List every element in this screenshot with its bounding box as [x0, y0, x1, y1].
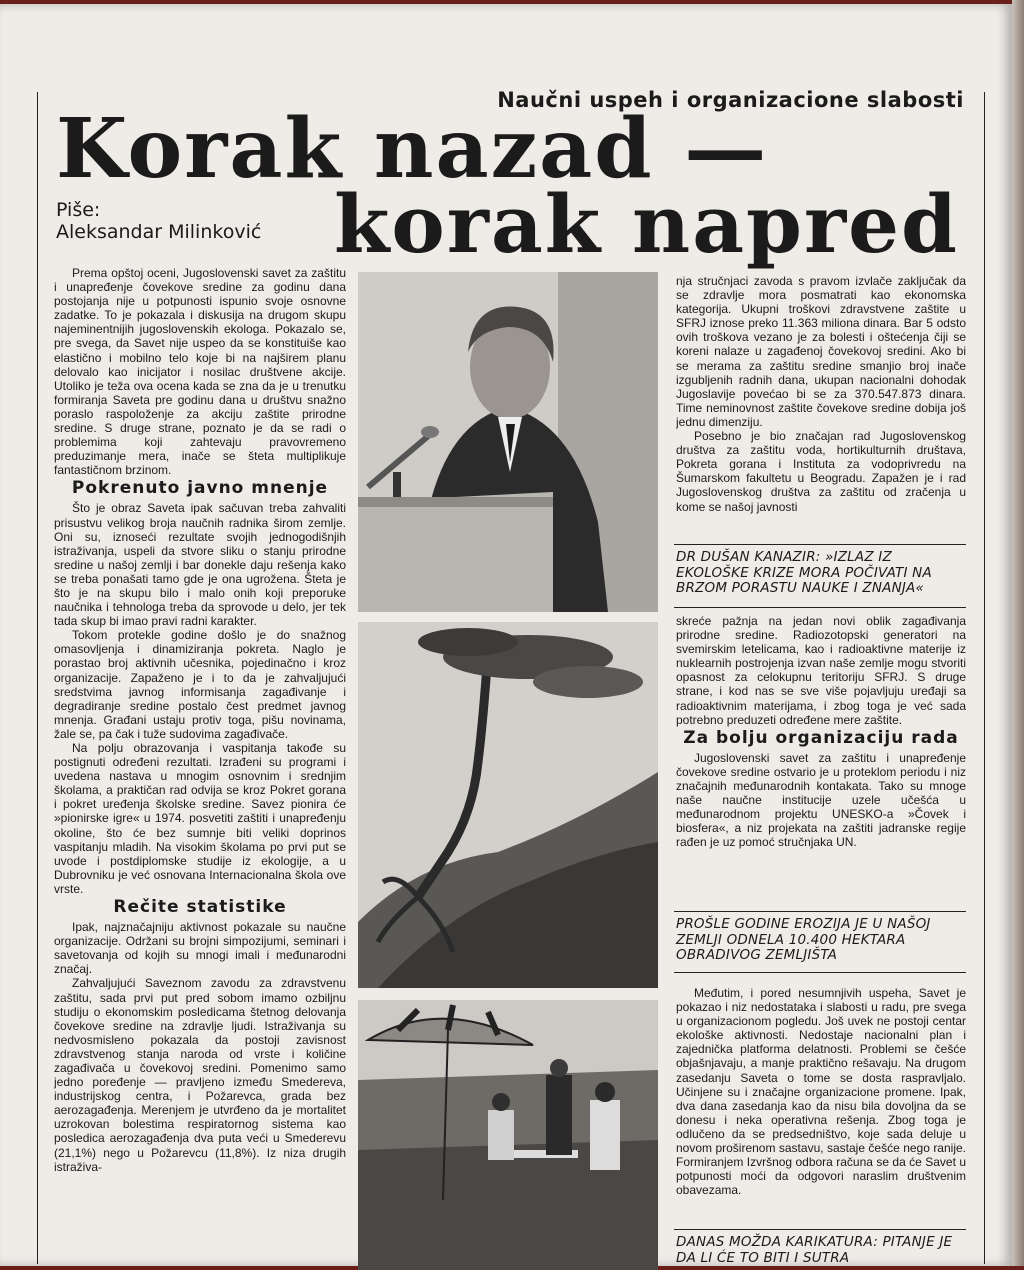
paragraph: Tokom protekle godine došlo je do snažnog omasovljenja i dinamiziranja pokreta. Naglo je porastao broj aktivnih učesnika, pojedinačno i kroz organizacije. Zapaženo je i to da je zahvaljujući sredstvima javnog informisanja zagađivanje i degradiranje sredine postalo čest predmet javnog mnenja. Građani ustaju protiv toga, pišu novinama, žale se, pa čak i tuže sudovima zagađivače.	[54, 628, 346, 741]
paragraph: nja stručnjaci zavoda s pravom izvlače zaključak da se zdravlje mora posmatrati kao ekonomska kategorija. Ukupni troškovi zdravstvene zaštite u SFRJ iznose preko 11.363 miliona dinara. Bar 5 odsto ovih troškova vezano je za bolesti i oštećenja čiji se koreni nalaze u zagađenoj čovekovoj sredini. Ako bi se merama za zaštitu sredine smanjio broj inače izgubljenih radnih dana, ukupan nacionalni dohodak Jugoslavije povećao bi se za 370.547.873 dinara. Time neminovnost zaštite čovekove sredine dobija još jednu dimenziju.	[676, 274, 966, 429]
paragraph: Prema opštoj oceni, Jugoslovenski savet za zaštitu i unapređenje čovekove sredine za godinu dana postojanja nije u potpunosti ispunio svoje osnovne zadatke. To je pokazala i diskusija na drugom skupu najeminentnijih jugoslovenskih ekologa. Pokazalo se, pre svega, da Savet nije uspeo da se konstituiše kao elastično i mobilno telo koje bi na najširem planu delovalo kao inicijator i nosilac društvene akcije. Utoliko je teža ova ocena kada se zna da je u trenutku formiranja Saveta pre godinu dana u društvu snažno poraslo raspoloženje za akciju zaštite prirodne sredine. S druge strane, poznato je da se radi o problemima koji zahtevaju pravovremeno preduzimanje mera, inače se šteta multiplikuje fantastičnom brzinom.	[54, 266, 346, 478]
headline-line-1: Korak nazad —	[56, 101, 769, 197]
paragraph: Zahvaljujući Saveznom zavodu za zdravstvenu zaštitu, sada prvi put pred sobom imamo ozbiljnu studiju o ekonomskim posledicama štetnog delovanja čovekove sredine na zdravlje ljudi. Istraživanja su nedvosmisleno pokazala da postoji zavisnost zdravstvenog stanja naroda od vrste i količine zagađivača u čovekovoj sredini. Pomenimo samo jedno poređenje — pravljeno između Smedereva, industrijskog centra, i Požarevca, grada bez aerozagađenja. Merenjem je utvrđeno da je mortalitet uzrokovan bolestima respiratornog sistema kao posledica aerozagađenja dva puta veći u Smederevu (21,1%) nego u Požarevcu (11,8%). Iz niza drugih istraživa-	[54, 976, 346, 1174]
tree-photo	[358, 622, 658, 988]
left-text-column	[54, 266, 346, 1266]
paragraph: Što je obraz Saveta ipak sačuvan treba zahvaliti prisustvu velikog broja naučnih radnika širom zemlje. Oni su, iznoseći rezultate svojih jednogodišnjih istraživanja, uspeli da stvore sliku o stanju prirodne sredine u našoj zemlji i bar donekle daju rešenja kako se treba ponašati tamo gde je ona ugrožena. Šteta je što je na skupu bilo i malo onih koji preporuke naučnika i tehnologa treba da sprovode u delo, jer tek tada skup bi imao pravi radni karakter.	[54, 501, 346, 629]
paragraph: Posebno je bio značajan rad Jugoslovenskog društva za zaštitu voda, hortikulturnih društava, Pokreta gorana i Instituta za vodoprivredu na Šumarskom fakultetu u Beogradu. Zapažen je i rad Jugoslovenskog društva za zaštitu od zračenja u kome se našoj javnosti	[676, 429, 966, 514]
byline	[56, 200, 261, 244]
subheading-za-bolju: Za bolju organizaciju rada	[683, 727, 959, 748]
byline-label: Piše:	[56, 199, 101, 221]
pull-quote-erozija: PROŠLE GODINE EROZIJA JE U NAŠOJ ZEMLJI ODNELA 10.400 HEKTARA OBRADIVOG ZEMLJIŠTA	[674, 911, 966, 973]
right-column-rule	[984, 92, 985, 1264]
pull-quote-kanazir: DR DUŠAN KANAZIR: »IZLAZ IZ EKOLOŠKE KRIZE MORA POČIVATI NA BRZOM PORASTU NAUKE I ZNANJA«	[674, 544, 966, 608]
subheading-recite: Rečite statistike	[113, 897, 287, 918]
right-text-column-bottom	[676, 986, 966, 1226]
photo-caption: DANAS MOŽDA KARIKATURA: PITANJE JE DA LI ĆE TO BITI I SUTRA	[674, 1229, 966, 1269]
speaker-photo	[358, 272, 658, 612]
paragraph: Jugoslovenski savet za zaštitu i unapređenje čovekove sredine ostvario je u proteklom periodu i niz značajnih međunarodnih kontakata. Tako su mnoge naše naučne institucije uzele učešća u međunarodnom projektu UNESKO-a »Čovek i biosfera«, a niz projekata na zaštiti jadranske regije rađen je uz pomoć stručnjaka UN.	[676, 750, 966, 850]
picnic-on-garbage-photo	[358, 1000, 658, 1270]
subheading-pokrenuto: Pokrenuto javno mnenje	[71, 478, 329, 499]
paragraph: Ipak, najznačajniju aktivnost pokazale su naučne organizacije. Održani su brojni simpozijumi, seminari i savetovanja od kojih su mnogi imali i međunarodni značaj.	[54, 920, 346, 977]
right-text-column-top	[676, 274, 966, 532]
right-text-column-middle	[676, 614, 966, 898]
page-spine	[1012, 0, 1024, 1266]
paragraph: Međutim, i pored nesumnjivih uspeha, Savet je pokazao i niz nedostataka i slabosti u radu, pre svega u organizacionom pogledu. Još uvek ne postoji centar ekološke aktivnosti. Nedostaje nacionalni plan i zajednička platforma delatnosti. Problemi se češće objašnjavaju, a manje praktično rešavaju. Na drugom zasedanju Saveta o tome se dosta raspravljalo. Učinjene su i značajne organizacione promene. Ipak, dva dana zasedanja kao da nisu bila dovoljna da se donesu i neka operativna rešenja. Zbog toga je odlučeno da se predsedništvo, koje sada deluje u novom proširenom sastavu, sastaje češće nego ranije. Formiranjem Izvršnog odbora računa se da će Savet u potpunosti moći da odgovori naraslim društvenim obavezama.	[676, 986, 966, 1198]
left-column-rule	[37, 92, 38, 1264]
headline-line-2: korak napred	[334, 177, 959, 271]
paragraph: Na polju obrazovanja i vaspitanja takođe su postignuti određeni rezultati. Izrađeni su programi i uvedena nastava u mnogim osnovnim i srednjim školama, a praktičan rad odvija se kroz Pokret gorana i pokret uređenja školske sredine. Savez pionira će »pionirske igre« u 1974. posvetiti zaštiti i unapređenju okoline, što će bez sumnje biti veliki doprinos vaspitanju mladih. Na visokim školama po prvi put se uvode i postdiplomske studije iz ekologije, a u Dubrovniku je već osnovana Internacionalna škola ove vrste.	[54, 741, 346, 896]
paragraph: skreće pažnja na jedan novi oblik zagađivanja prirodne sredine. Radiozotopski generatori na svemirskim letelicama, kao i radioaktivne materije iz nuklearnih postrojenja izvan naše zemlje mogu stvoriti opasnost za celokupnu teritoriju SFRJ. S druge strane, i kod nas se sve više pojavljuju uređaji sa radioaktivnim materijama, i zbog toga je već sada potrebno preduzeti određene mere zaštite.	[676, 614, 966, 727]
byline-author: Aleksandar Milinković	[56, 220, 262, 243]
article-kicker: Naučni uspeh i organizacione slabosti	[497, 88, 964, 112]
magazine-page	[0, 4, 1012, 1266]
